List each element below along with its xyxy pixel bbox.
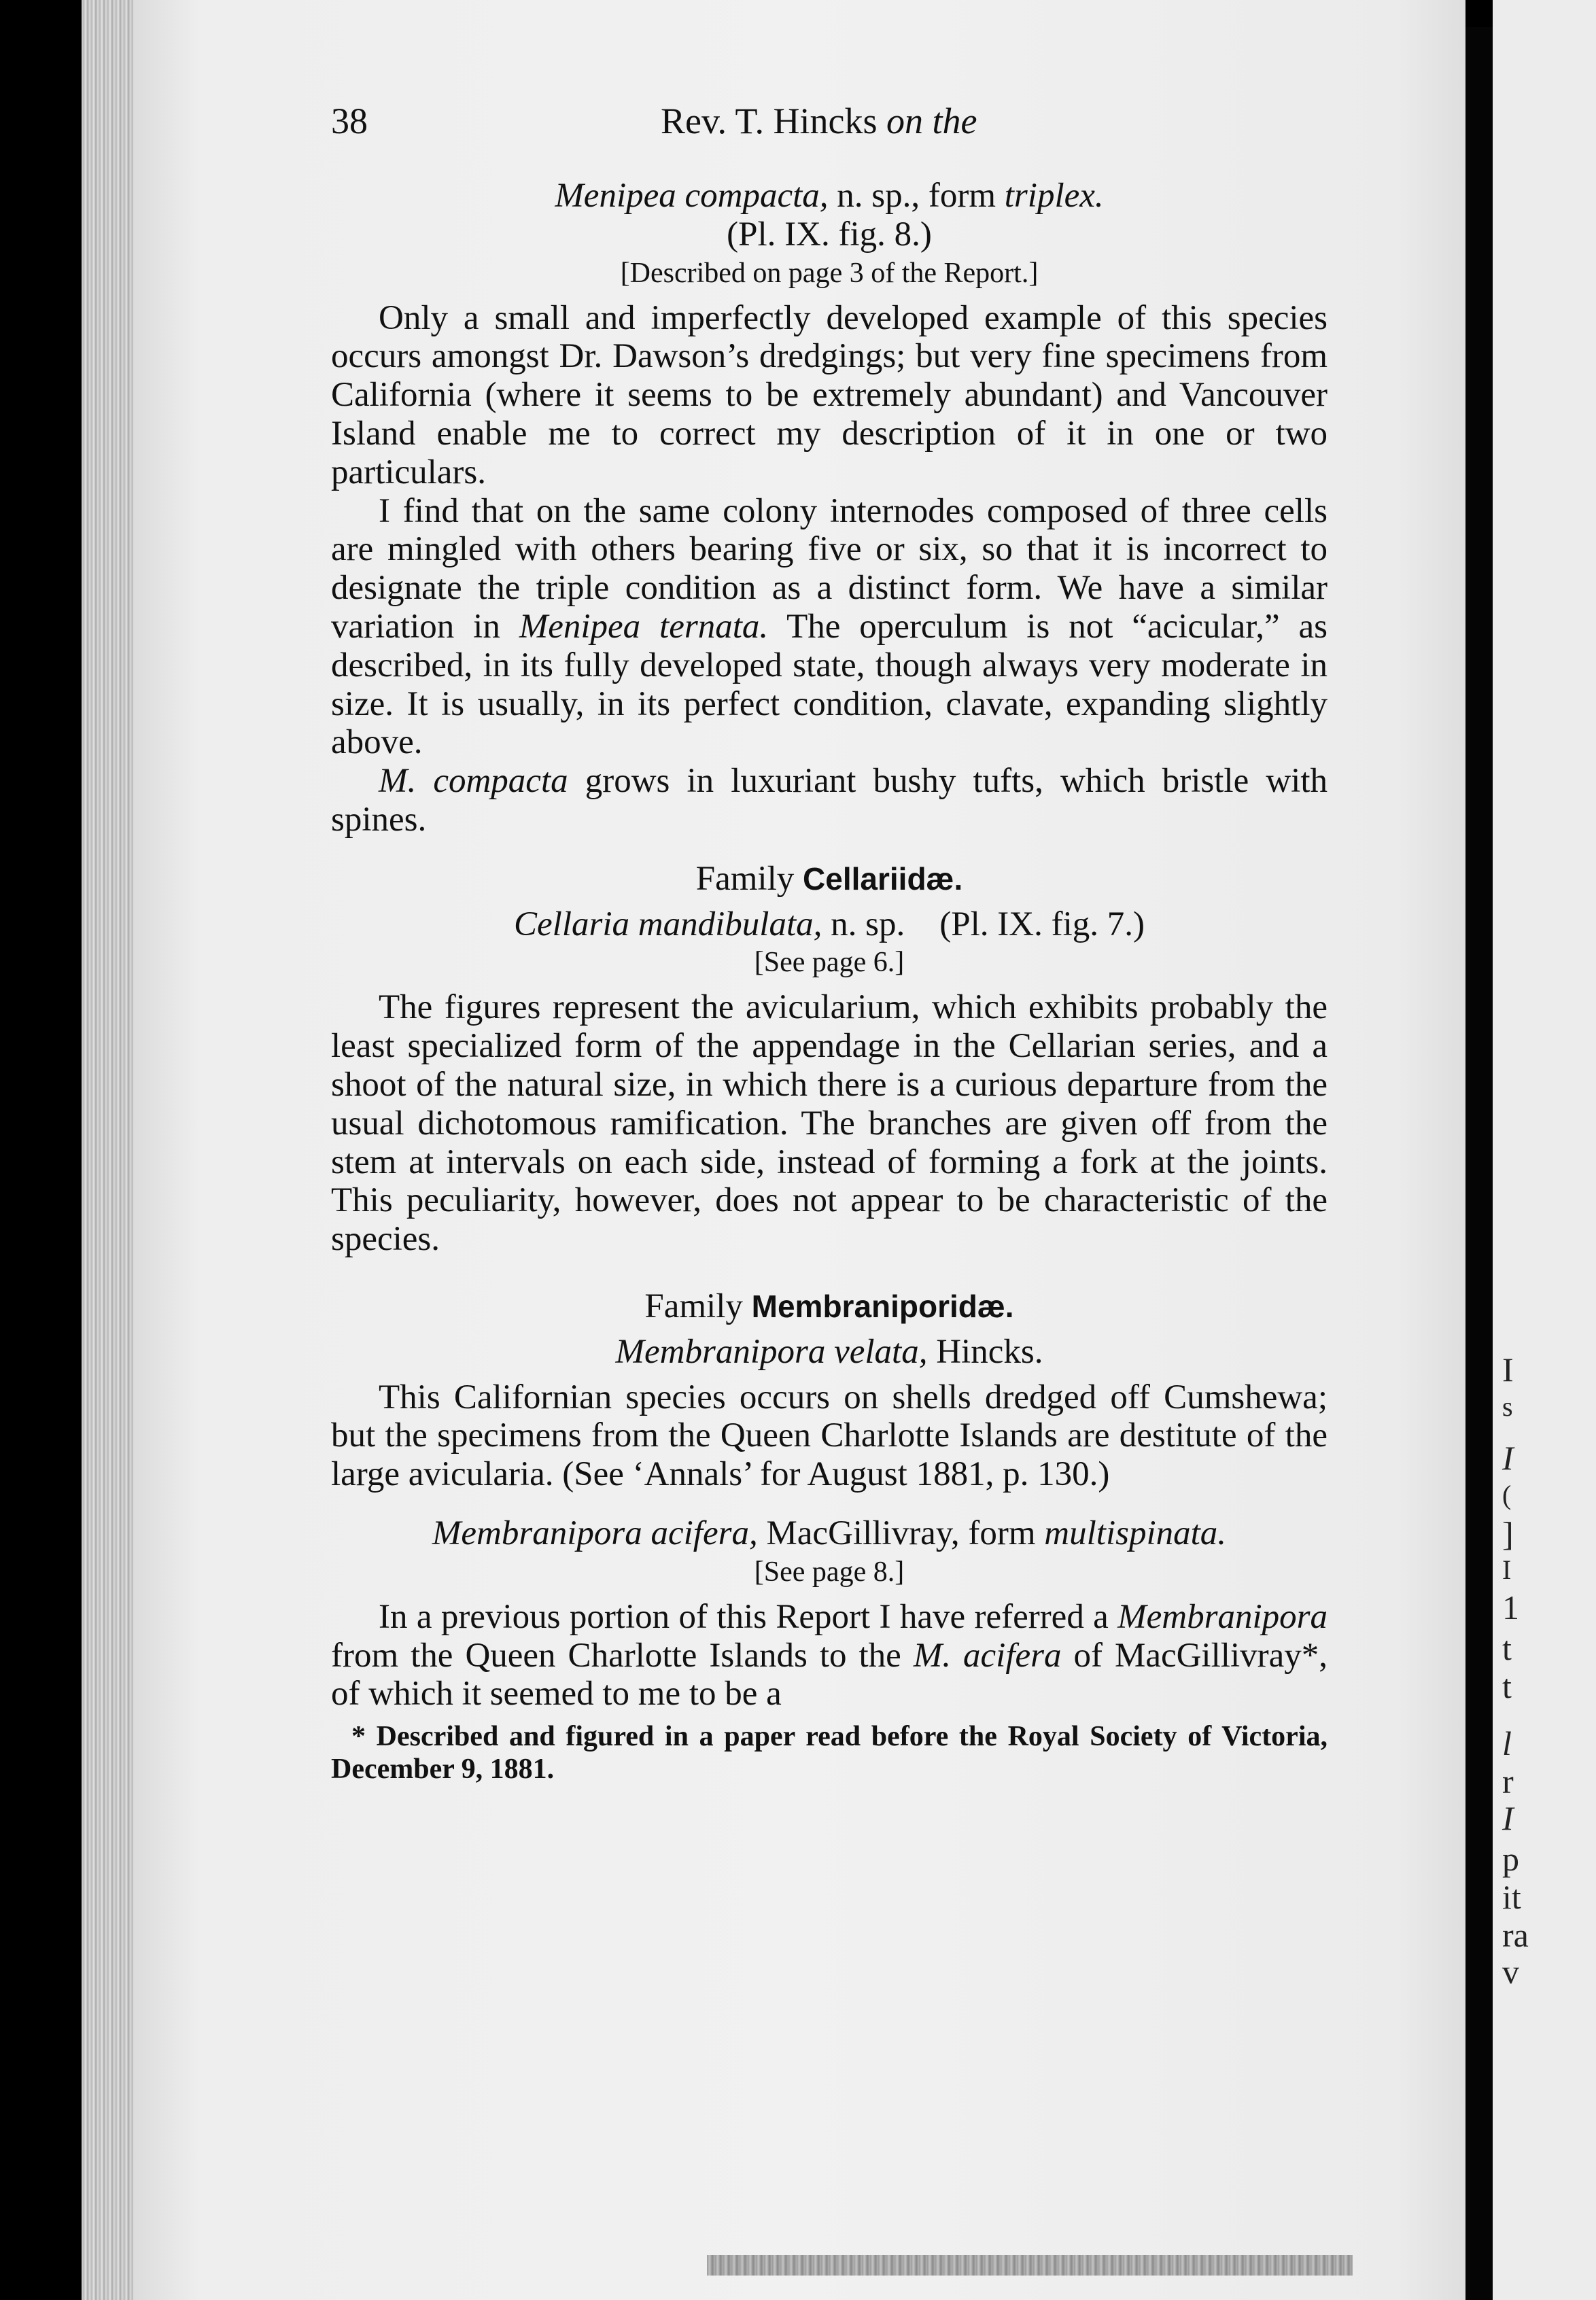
species-heading-menipea	[331, 177, 1328, 215]
family-label: Family	[644, 1287, 752, 1325]
paragraph	[331, 492, 1328, 763]
species-name: Menipea ternata.	[519, 607, 769, 646]
page-text	[331, 102, 1328, 1785]
species-heading-cellaria	[331, 905, 1328, 944]
book-gutter	[1465, 27, 1493, 2300]
adjacent-page	[1493, 0, 1596, 2300]
running-head	[661, 102, 977, 141]
paragraph-text: from the Queen Charlotte Islands to the	[331, 1636, 914, 1675]
adjacent-page-fragment: r	[1502, 1762, 1514, 1800]
paragraph-text: In a previous portion of this Report I have referred a	[379, 1597, 1118, 1636]
page-number: 38	[331, 101, 368, 141]
paragraph: This Californian species occurs on shells dredged off Cumshewa; but the specimens from the Queen Charlotte Islands are destitute of the large avicularia. (See ‘Annals’ for August 1881, p. 130.)	[331, 1378, 1328, 1494]
species-authority: Hincks.	[927, 1332, 1043, 1371]
family-label: Family	[695, 859, 803, 898]
adjacent-page-fragment: 1	[1502, 1588, 1519, 1626]
adjacent-page-fragment: p	[1502, 1840, 1519, 1878]
species-heading-membranipora-acifera	[331, 1514, 1328, 1553]
report-note: [Described on page 3 of the Report.]	[620, 257, 1039, 289]
paragraph-text: I find that on the same colony internodes composed of three cells are mingled with others bearing five or six, so that it is incorrect to designate the triple condition as a distinct form. We have a similar variation in	[331, 491, 1328, 646]
paragraph	[331, 762, 1328, 839]
species-name: Cellaria mandibulata,	[514, 905, 822, 943]
page-header	[331, 102, 1328, 177]
species-form: triplex.	[1004, 177, 1104, 215]
paragraph: The figures represent the avicularium, which exhibits probably the least specialized form of the appendage in the Cellarian series, and a shoot of the natural size, in which there is a curious departure from the usual dichotomous ramification. The branches are given off from the stem at intervals on each side, instead of forming a fork at the joints. This peculiarity, however, does not appear to be characteristic of the species.	[331, 988, 1328, 1259]
species-name: M. acifera	[913, 1636, 1062, 1675]
species-name: M. compacta	[379, 762, 568, 801]
adjacent-page-fragment: I	[1502, 1799, 1514, 1837]
plate-reference: (Pl. IX. fig. 8.)	[727, 215, 932, 254]
family-name: Cellariidæ.	[803, 860, 963, 896]
species-form: multispinata.	[1044, 1514, 1227, 1552]
adjacent-page-fragment: t	[1502, 1629, 1512, 1667]
species-name: Menipea compacta,	[555, 177, 829, 215]
adjacent-page-fragment: s	[1502, 1391, 1513, 1422]
paragraph: Only a small and imperfectly developed example of this species occurs amongst Dr. Dawson’s dredgings; but very fine specimens from California (where it seems to be extremely abundant) and Vancouver Island enable me to correct my description of it in one or two particulars.	[331, 298, 1328, 491]
species-name: Membranipora velata,	[615, 1332, 928, 1371]
running-head-italic: on the	[886, 101, 977, 141]
adjacent-page-fragment: t	[1502, 1667, 1512, 1705]
paragraph	[331, 1598, 1328, 1713]
report-note: [See page 8.]	[754, 1556, 905, 1588]
species-name: Membranipora acifera,	[432, 1514, 758, 1552]
adjacent-page-fragment: I	[1502, 1351, 1514, 1389]
plate-reference: (Pl. IX. fig. 7.)	[939, 905, 1145, 943]
footnote: * Described and figured in a paper read before the Royal Society of Victoria, December 9, 1881.	[331, 1721, 1328, 1785]
running-head-roman: Rev. T. Hincks	[661, 101, 878, 141]
paragraph-text: of MacGillivray*, of which it seemed to me to be a	[331, 1636, 1328, 1713]
species-authority: MacGillivray, form	[757, 1514, 1045, 1552]
adjacent-page-fragment: v	[1502, 1953, 1519, 1991]
paragraph-text: grows in luxuriant bushy tufts, which bristle with spines.	[331, 762, 1328, 839]
book-page-edges	[82, 0, 136, 2300]
species-heading-membranipora-velata	[331, 1333, 1328, 1372]
family-name: Membraniporidæ.	[751, 1288, 1014, 1324]
species-descriptor: n. sp., form	[828, 177, 1005, 215]
report-note: [See page 6.]	[754, 947, 905, 979]
adjacent-page-fragment: ra	[1502, 1916, 1529, 1954]
adjacent-page-fragment: I	[1502, 1554, 1512, 1585]
paragraph-text: The operculum is not “acicular,” as described, in its fully developed state, though always very moderate in size. It is usually, in its perfect condition, clavate, expanding slightly above.	[331, 607, 1328, 762]
adjacent-page-fragment: I	[1502, 1439, 1514, 1477]
family-heading-cellariidae	[331, 860, 1328, 899]
genus-name: Membranipora	[1117, 1597, 1328, 1636]
adjacent-page-fragment: ]	[1502, 1515, 1514, 1553]
page-bottom-edge	[707, 2255, 1353, 2276]
family-heading-membraniporidae	[331, 1287, 1328, 1326]
adjacent-page-fragment: it	[1502, 1878, 1521, 1916]
adjacent-page-fragment: (	[1502, 1480, 1512, 1510]
adjacent-page-fragment: l	[1502, 1724, 1512, 1762]
species-descriptor: n. sp.	[822, 905, 905, 943]
